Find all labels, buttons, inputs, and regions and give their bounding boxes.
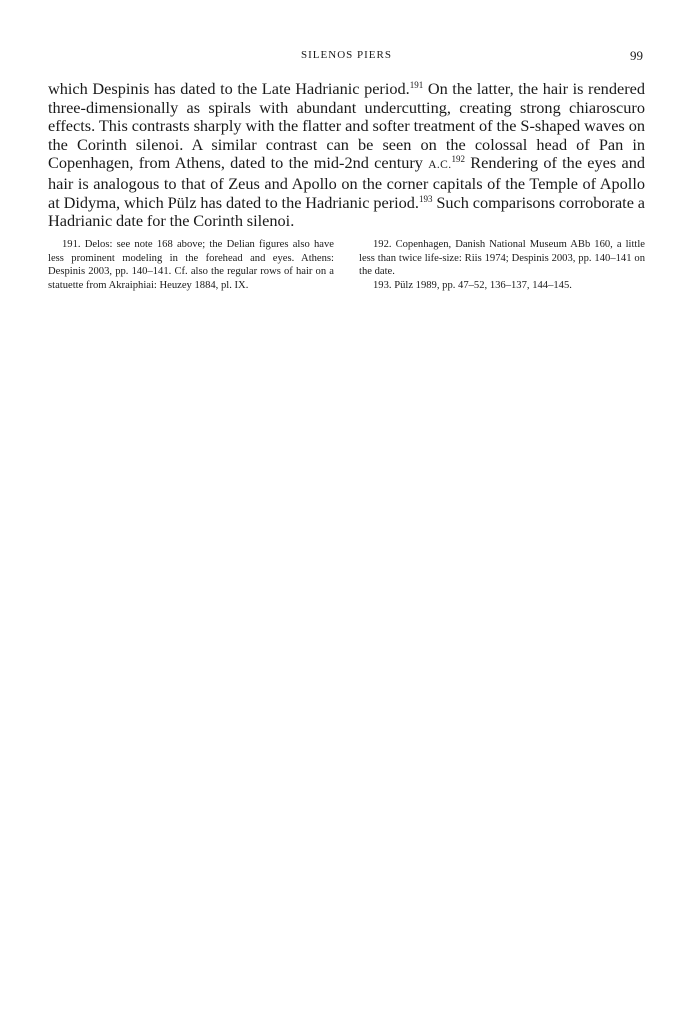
running-title: SILENOS PIERS [301,49,392,61]
footnotes-column-left [48,238,334,292]
body-paragraph [48,80,645,231]
running-header [48,47,645,65]
footnote-193: 193. Pülz 1989, pp. 47–52, 136–137, 144–145. [373,279,572,291]
footnote-ref-191[interactable]: 191 [409,80,424,90]
body-text-segment: On the latter, the hair is rendered three-dimensionally as spirals with abundant undercutting, creating strong chiaroscuro effects. This contrasts sharply with the flatter and softer treatment of the S-shaped waves on the Corinth silenoi. A similar contrast can be seen on the colossal head of Pan in Copenhagen, from Athens, dated to the mid-2nd century [48,79,645,173]
body-text-segment: which Despinis has dated to the Late Hadrianic period. [48,79,410,98]
footnote-ref-192[interactable]: 192 [451,154,466,165]
footnote-192: 192. Copenhagen, Danish National Museum ABb 160, a little less than twice life-size: Riis 1974; Despinis 2003, pp. 140–141 on the date. [359,239,645,277]
footnotes-column-right [359,238,645,292]
body-text-segment: Such comparisons corroborate a Hadrianic date for the Corinth silenoi. [48,192,646,231]
era-abbreviation: A.C. [428,159,452,172]
footnote-191: 191. Delos: see note 168 above; the Delian figures also have less prominent modeling in the forehead and eyes. Athens: Despinis 2003, pp. 140–141. Cf. also the regular rows of hair on a statuette from Akraiphiai: Heuzey 1884, pl. IX. [48,239,334,291]
page-number: 99 [630,48,643,63]
footnotes [48,238,645,292]
footnote-ref-193[interactable]: 193 [419,193,433,204]
body-text-segment: Rendering of the eyes and hair is analogous to that of Zeus and Apollo on the corner capitals of the Temple of Apollo at Didyma, which Pülz has dated to the Hadrianic period. [48,153,645,212]
